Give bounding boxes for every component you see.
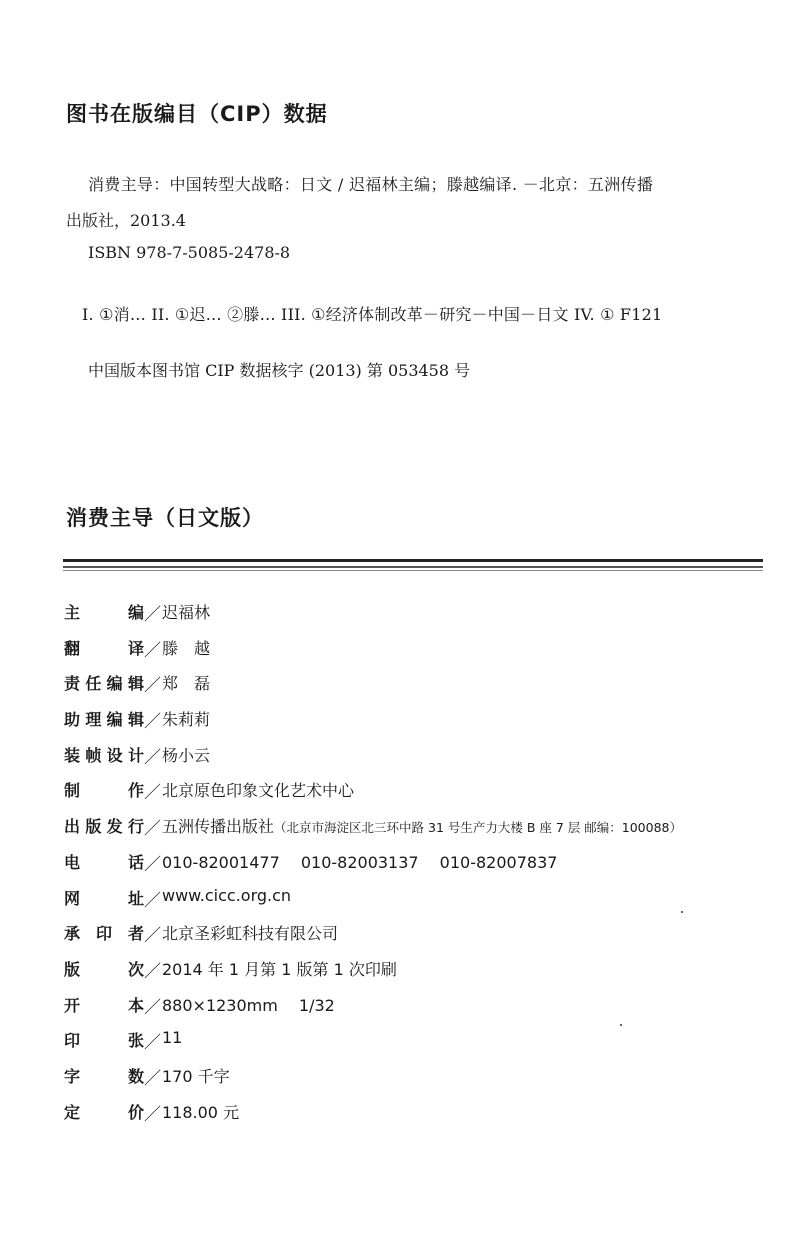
- detail-label: [64, 707, 144, 730]
- cip-verification-number: 中国版本图书馆 CIP 数据核字 (2013) 第 053458 号: [88, 361, 471, 380]
- detail-value: [162, 1028, 182, 1047]
- book-title: 消费主导（日文版）: [66, 506, 264, 530]
- detail-label-char: 助: [64, 710, 81, 730]
- detail-label-char: 版: [64, 959, 81, 979]
- detail-label-char: 定: [64, 1102, 81, 1122]
- cip-isbn: ISBN 978-7-5085-2478-8: [88, 243, 291, 262]
- detail-row: [64, 814, 764, 850]
- detail-label: [64, 1028, 144, 1051]
- detail-row: [64, 671, 764, 707]
- divider-rule: [63, 570, 763, 571]
- divider-rule: [63, 559, 763, 562]
- detail-label: [64, 778, 144, 801]
- detail-value: [162, 993, 335, 1016]
- detail-value: [162, 636, 210, 659]
- detail-separator: ／: [144, 783, 161, 804]
- detail-label-char: 本: [127, 995, 144, 1015]
- detail-row: [64, 743, 764, 779]
- detail-separator: ／: [144, 1104, 161, 1125]
- detail-label: [64, 636, 144, 659]
- detail-row: [64, 1064, 764, 1100]
- detail-label-char: 任: [85, 674, 102, 694]
- detail-label-char: 设: [106, 745, 123, 765]
- cip-publisher-line: 出版社，2013.4: [66, 211, 186, 230]
- detail-row: [64, 778, 764, 814]
- detail-value-text: 滕 越: [162, 638, 211, 658]
- detail-separator: ／: [144, 1033, 161, 1054]
- detail-separator: ／: [144, 712, 161, 733]
- detail-label: [64, 1100, 144, 1123]
- detail-label-char: 责: [64, 674, 81, 694]
- cip-classification: I. ①消… II. ①迟… ②滕… III. ①经济体制改革－研究－中国－日文 IV. ① F121: [82, 305, 663, 324]
- detail-value-text: 朱莉莉: [162, 710, 211, 730]
- detail-value: [162, 600, 210, 623]
- detail-label: [64, 957, 144, 980]
- detail-label-char: 承: [64, 924, 81, 944]
- detail-value-text: 170 千字: [162, 1066, 230, 1086]
- detail-label-char: 发: [106, 817, 123, 837]
- detail-label-char: 价: [127, 1102, 144, 1122]
- cip-title: 图书在版编目（CIP）数据: [66, 102, 328, 126]
- detail-value: [162, 921, 338, 944]
- scan-speck: [681, 911, 683, 913]
- detail-value-text: 郑 磊: [162, 674, 211, 694]
- detail-separator: ／: [144, 819, 161, 840]
- detail-separator: ／: [144, 926, 161, 947]
- detail-row: [64, 707, 764, 743]
- detail-label-char: 编: [127, 603, 144, 622]
- detail-label-char: 帧: [85, 745, 102, 765]
- detail-label-char: 网: [64, 888, 81, 908]
- detail-row: [64, 886, 764, 922]
- detail-label-char: 制: [64, 781, 81, 801]
- detail-label-char: 编: [106, 674, 123, 694]
- detail-value-text: 880×1230mm 1/32: [162, 995, 335, 1015]
- detail-value: [162, 1064, 230, 1087]
- detail-label-char: 编: [106, 710, 123, 730]
- detail-value: [162, 957, 397, 980]
- detail-label-char: 行: [127, 817, 144, 837]
- detail-row: [64, 1028, 764, 1064]
- detail-row: [64, 600, 764, 636]
- detail-separator: ／: [144, 961, 161, 982]
- detail-label-char: 者: [127, 924, 144, 944]
- detail-label-char: 译: [127, 638, 144, 658]
- detail-label-char: 字: [64, 1066, 81, 1086]
- detail-label-char: 主: [64, 603, 81, 622]
- detail-label-char: 址: [127, 888, 144, 908]
- detail-row: [64, 957, 764, 993]
- detail-label: [64, 886, 144, 909]
- detail-value: [162, 778, 354, 801]
- detail-row: [64, 850, 764, 886]
- detail-value-text: www.cicc.org.cn: [162, 885, 292, 905]
- detail-value-text: 北京原色印象文化艺术中心: [162, 781, 355, 801]
- detail-separator: ／: [144, 676, 161, 697]
- detail-label: [64, 600, 144, 623]
- detail-separator: ／: [144, 640, 161, 661]
- detail-label-char: 翻: [64, 638, 81, 658]
- detail-value: [162, 1100, 239, 1123]
- detail-value-text: 010-82001477 010-82003137 010-82007837: [162, 852, 558, 872]
- detail-value: [162, 743, 210, 766]
- detail-label-char: 辑: [127, 710, 144, 730]
- detail-label-char: 印: [64, 1031, 81, 1051]
- detail-label-char: 开: [64, 995, 81, 1015]
- detail-label-char: 话: [127, 852, 144, 872]
- detail-row: [64, 636, 764, 672]
- detail-value-text: 杨小云: [162, 745, 211, 765]
- publication-details: [64, 600, 764, 1135]
- detail-value: [162, 814, 682, 837]
- detail-row: [64, 1100, 764, 1136]
- detail-value-text: 五洲传播出版社: [162, 817, 275, 837]
- detail-row: [64, 921, 764, 957]
- detail-label-char: 出: [64, 817, 81, 837]
- detail-label-char: 辑: [127, 674, 144, 694]
- detail-separator: ／: [144, 605, 161, 625]
- detail-label-char: 印: [95, 924, 112, 944]
- cip-bibliographic-line: 消费主导：中国转型大战略：日文 / 迟福林主编；滕越编译. －北京：五洲传播: [88, 175, 654, 194]
- detail-label: [64, 993, 144, 1016]
- detail-value: [162, 850, 557, 873]
- detail-label: [64, 671, 144, 694]
- detail-label-char: 装: [64, 745, 81, 765]
- detail-value: [162, 886, 291, 905]
- detail-separator: ／: [144, 747, 161, 768]
- detail-value-text: 迟福林: [162, 603, 211, 622]
- detail-label-char: 数: [127, 1066, 144, 1086]
- detail-label-char: 电: [64, 852, 81, 872]
- publisher-address: （北京市海淀区北三环中路 31 号生产力大楼 B 座 7 层 邮编：100088）: [274, 820, 682, 836]
- detail-separator: ／: [144, 997, 161, 1018]
- detail-label-char: 版: [85, 817, 102, 837]
- detail-label: [64, 1064, 144, 1087]
- detail-label: [64, 743, 144, 766]
- detail-separator: ／: [144, 1068, 161, 1089]
- detail-value: [162, 707, 210, 730]
- detail-row: [64, 993, 764, 1029]
- detail-label-char: 张: [127, 1031, 144, 1051]
- detail-label-char: 作: [127, 781, 144, 801]
- detail-value-text: 11: [162, 1028, 183, 1048]
- detail-separator: ／: [144, 890, 161, 911]
- detail-separator: ／: [144, 854, 161, 875]
- detail-label: [64, 814, 144, 837]
- detail-label-char: 次: [127, 959, 144, 979]
- detail-label: [64, 850, 144, 873]
- detail-value-text: 118.00 元: [162, 1102, 240, 1122]
- detail-value-text: 2014 年 1 月第 1 版第 1 次印刷: [162, 959, 397, 979]
- divider-rule: [63, 566, 763, 568]
- detail-label: [64, 921, 144, 944]
- detail-label-char: 理: [85, 710, 102, 730]
- detail-label-char: 计: [127, 745, 144, 765]
- detail-value-text: 北京圣彩虹科技有限公司: [162, 924, 339, 944]
- detail-value: [162, 671, 210, 694]
- scan-speck: [620, 1024, 622, 1026]
